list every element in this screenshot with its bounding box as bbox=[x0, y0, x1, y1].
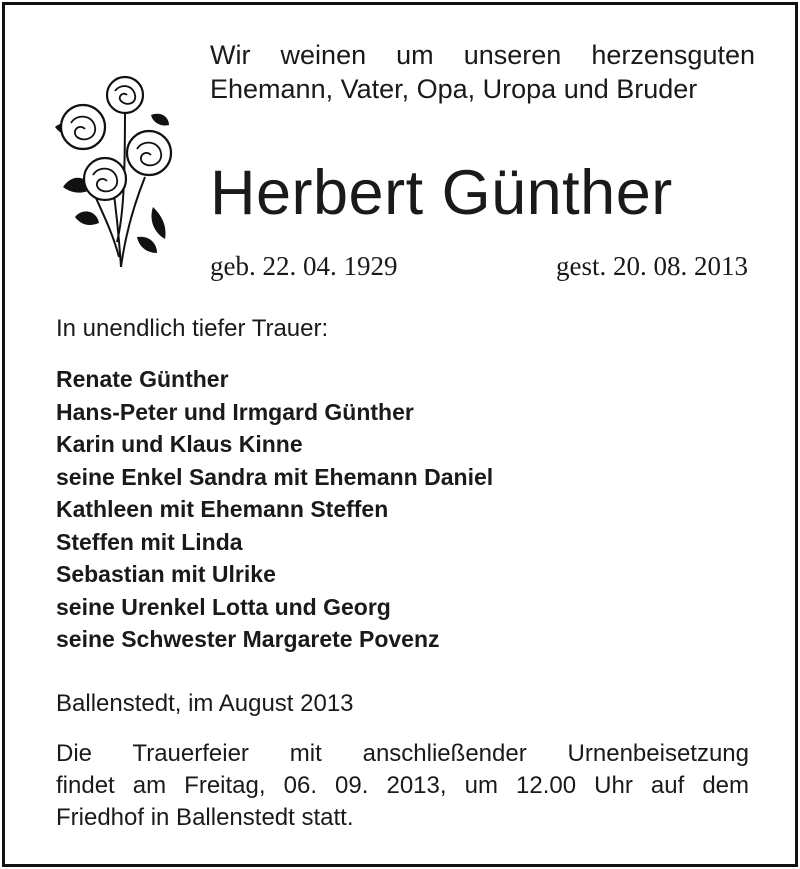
obituary-notice bbox=[2, 2, 798, 867]
mourner-item: Steffen mit Linda bbox=[56, 528, 243, 555]
birth-date: geb. 22. 04. 1929 bbox=[210, 251, 398, 281]
ceremony-line-2: findet am Freitag, 06. 09. 2013, um 12.00 Uhr auf dem bbox=[56, 772, 749, 799]
mourner-item: Hans-Peter und Irmgard Günther bbox=[56, 398, 414, 425]
ceremony-info bbox=[56, 738, 749, 834]
mourner-list bbox=[56, 363, 493, 656]
intro-text bbox=[210, 38, 755, 106]
mourner-item: seine Schwester Margarete Povenz bbox=[56, 626, 440, 652]
ceremony-line-3: Friedhof in Ballenstedt statt. bbox=[56, 804, 354, 831]
deceased-name: Herbert Günther bbox=[210, 158, 673, 228]
mourner-item: Kathleen mit Ehemann Steffen bbox=[56, 496, 389, 522]
intro-line-2: Ehemann, Vater, Opa, Uropa und Bruder bbox=[210, 74, 698, 104]
mourner-item: seine Urenkel Lotta und Georg bbox=[56, 593, 391, 620]
roses-icon bbox=[53, 67, 173, 267]
mourner-item: Sebastian mit Ulrike bbox=[56, 561, 276, 587]
intro-line-1: Wir weinen um unseren herzensguten bbox=[210, 40, 755, 70]
ceremony-line-1: Die Trauerfeier mit anschließender Urnenbeisetzung bbox=[56, 740, 749, 767]
mourning-line: In unendlich tiefer Trauer: bbox=[56, 315, 329, 342]
place-date: Ballenstedt, im August 2013 bbox=[56, 690, 354, 717]
mourner-item: Karin und Klaus Kinne bbox=[56, 431, 303, 457]
life-dates bbox=[210, 249, 748, 283]
mourner-item: seine Enkel Sandra mit Ehemann Daniel bbox=[56, 463, 494, 490]
mourner-item: Renate Günther bbox=[56, 366, 229, 392]
death-date: gest. 20. 08. 2013 bbox=[556, 251, 748, 281]
